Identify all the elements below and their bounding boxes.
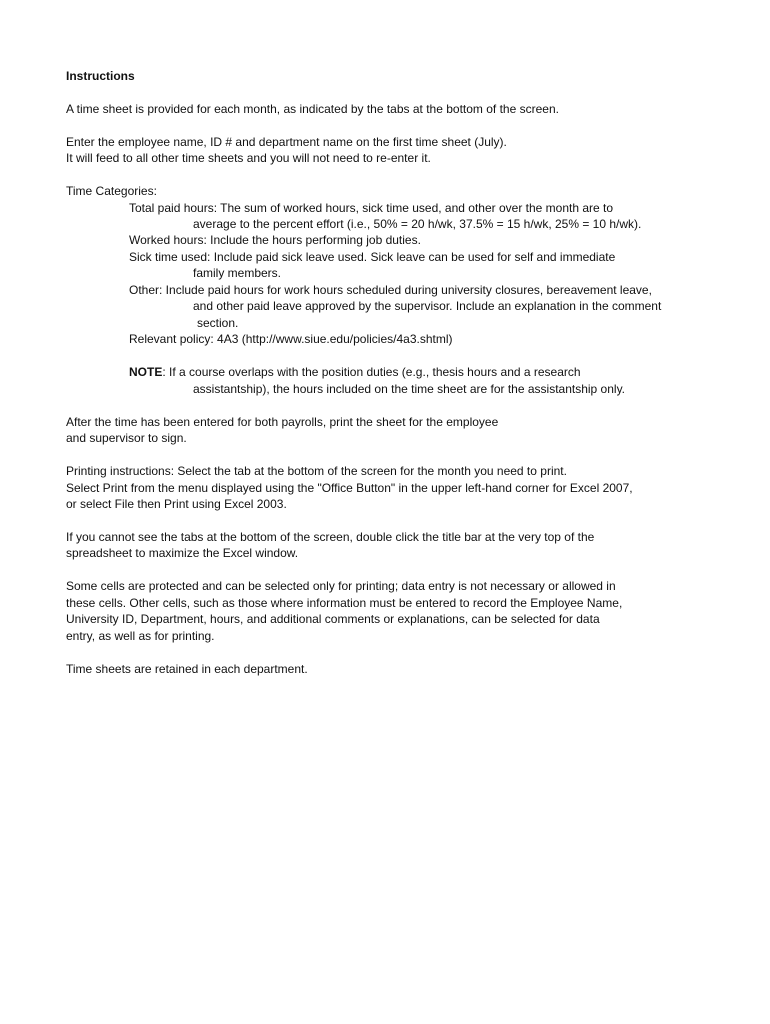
other-hours-line-1: Other: Include paid hours for work hours scheduled during university closures, bereavement leave, [129, 283, 652, 297]
intro-text: A time sheet is provided for each month, as indicated by the tabs at the bottom of the screen. [66, 102, 559, 116]
printing-instructions-line-2: Select Print from the menu displayed using the "Office Button" in the upper left-hand corner for Excel 2007, [66, 481, 633, 495]
printing-instructions-line-1: Printing instructions: Select the tab at the bottom of the screen for the month you need to print. [66, 464, 567, 478]
note-label: NOTE [129, 365, 163, 379]
tabs-hint-line-1: If you cannot see the tabs at the bottom of the screen, double click the title bar at the very top of the [66, 530, 595, 544]
after-entry-line-1: After the time has been entered for both payrolls, print the sheet for the employee [66, 415, 499, 429]
protected-cells-line-2: these cells. Other cells, such as those where information must be entered to record the Employee Name, [66, 596, 623, 610]
time-categories-title: Time Categories: [66, 184, 157, 198]
sick-time-line-2: family members. [193, 266, 282, 280]
note-line-2: assistantship), the hours included on the time sheet are for the assistantship only. [193, 382, 626, 396]
tabs-hint-line-2: spreadsheet to maximize the Excel window. [66, 546, 299, 560]
relevant-policy-text: Relevant policy: 4A3 (http://www.siue.edu/policies/4a3.shtml) [129, 332, 453, 346]
enter-instructions-line-2: It will feed to all other time sheets and you will not need to re-enter it. [66, 151, 431, 165]
protected-cells-line-4: entry, as well as for printing. [66, 629, 215, 643]
retention-text: Time sheets are retained in each department. [66, 662, 308, 676]
worked-hours-text: Worked hours: Include the hours performing job duties. [129, 233, 421, 247]
protected-cells-line-3: University ID, Department, hours, and additional comments or explanations, can be selected for data [66, 612, 600, 626]
note-line-1 [129, 364, 581, 380]
sick-time-line-1: Sick time used: Include paid sick leave used. Sick leave can be used for self and immediate [129, 250, 616, 264]
printing-instructions-line-3: or select File then Print using Excel 2003. [66, 497, 287, 511]
enter-instructions-line-1: Enter the employee name, ID # and department name on the first time sheet (July). [66, 135, 507, 149]
after-entry-line-2: and supervisor to sign. [66, 431, 187, 445]
other-hours-line-3: section. [197, 316, 239, 330]
other-hours-line-2: and other paid leave approved by the supervisor. Include an explanation in the comment [193, 299, 662, 313]
protected-cells-line-1: Some cells are protected and can be selected only for printing; data entry is not necessary or allowed in [66, 579, 616, 593]
total-paid-hours-line-2: average to the percent effort (i.e., 50% = 20 h/wk, 37.5% = 15 h/wk, 25% = 10 h/wk). [193, 217, 642, 231]
total-paid-hours-line-1: Total paid hours: The sum of worked hours, sick time used, and other over the month are to [129, 201, 614, 215]
note-text: : If a course overlaps with the position duties (e.g., thesis hours and a research [162, 365, 581, 379]
page-title: Instructions [66, 69, 135, 83]
